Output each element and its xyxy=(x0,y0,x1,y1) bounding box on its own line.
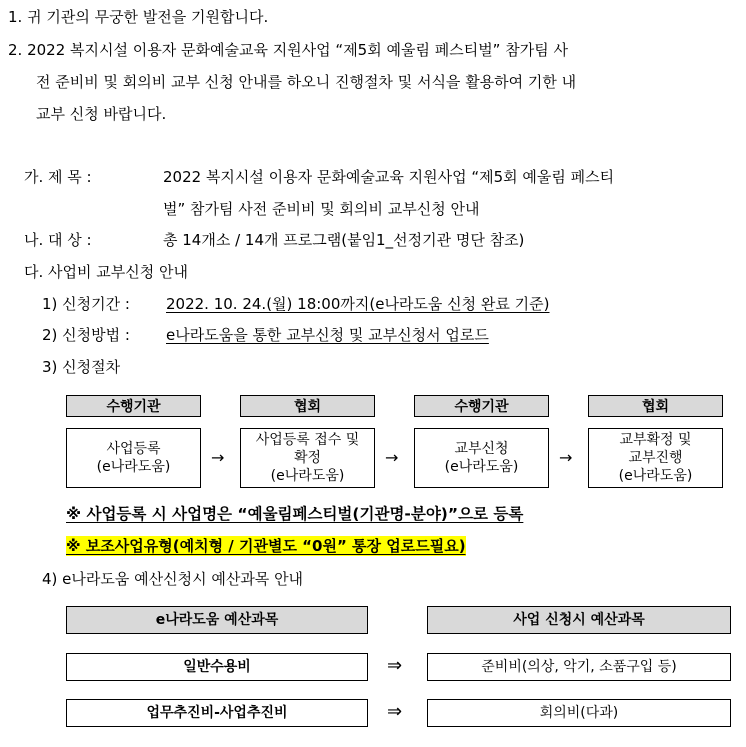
note-registration: ※ 사업등록 시 사업명은 “예울림페스티벌(기관명-분야)”으로 등록 xyxy=(66,505,524,523)
flow-step-3-line-1: 교부신청 xyxy=(454,441,509,457)
flow-step-2-header: 협회 xyxy=(240,395,375,417)
flow-step-2-box xyxy=(240,428,375,488)
subject-label: 가. 제 목 : xyxy=(24,168,92,186)
flow-step-3-box xyxy=(414,428,549,488)
flow-step-1-line-1: 사업등록 xyxy=(106,441,161,457)
flow-step-1-box xyxy=(66,428,201,488)
note-subsidy-type: ※ 보조사업유형(예치형 / 기관별도 “0원” 통장 업로드필요) xyxy=(66,537,466,555)
budget-left-header: e나라도움 예산과목 xyxy=(66,606,368,634)
subject-line-2: 벌” 참가팀 사전 준비비 및 회의비 교부신청 안내 xyxy=(163,200,480,218)
flow-arrow-3: → xyxy=(559,448,573,467)
item-1: 1. 귀 기관의 무궁한 발전을 기원합니다. xyxy=(8,8,269,26)
flow-step-4-line-3: (e나라도움) xyxy=(618,468,693,484)
method-label: 2) 신청방법 : xyxy=(42,326,130,344)
target-text: 총 14개소 / 14개 프로그램(붙임1_선정기관 명단 참조) xyxy=(163,231,525,249)
flow-step-3-line-2: (e나라도움) xyxy=(444,459,519,475)
flow-arrow-2: → xyxy=(385,448,399,467)
subject-line-1: 2022 복지시설 이용자 문화예술교육 지원사업 “제5회 예울림 페스티 xyxy=(163,168,615,186)
flow-step-2-line-3: (e나라도움) xyxy=(270,468,345,484)
item-2-line-1: 2. 2022 복지시설 이용자 문화예술교육 지원사업 “제5회 예울림 페스티벌” 참가팀 사 xyxy=(8,41,568,59)
flow-step-4-header: 협회 xyxy=(588,395,723,417)
target-label: 나. 대 상 : xyxy=(24,231,92,249)
flow-arrow-1: → xyxy=(211,448,225,467)
budget-row-2-right: 회의비(다과) xyxy=(427,699,731,727)
flow-step-3-header: 수행기관 xyxy=(414,395,549,417)
budget-row-2-left: 업무추진비-사업추진비 xyxy=(66,699,368,727)
method-value: e나라도움을 통한 교부신청 및 교부신청서 업로드 xyxy=(166,326,489,344)
flow-step-2-line-1: 사업등록 접수 및 xyxy=(255,432,360,448)
section-c-heading: 다. 사업비 교부신청 안내 xyxy=(24,263,188,281)
period-label: 1) 신청기간 : xyxy=(42,295,130,313)
procedure-label: 3) 신청절차 xyxy=(42,358,121,376)
flow-step-1-line-2: (e나라도움) xyxy=(96,459,171,475)
budget-row-1-left: 일반수용비 xyxy=(66,653,368,681)
flow-step-4-box xyxy=(588,428,723,488)
budget-row-1-right: 준비비(의상, 악기, 소품구입 등) xyxy=(427,653,731,681)
item-2-line-2: 전 준비비 및 회의비 교부 신청 안내를 하오니 진행절차 및 서식을 활용하여 기한 내 xyxy=(36,73,577,91)
flow-step-1-header: 수행기관 xyxy=(66,395,201,417)
item-2-line-3: 교부 신청 바랍니다. xyxy=(36,105,167,123)
budget-row-1-arrow: ⇒ xyxy=(387,655,403,676)
flow-step-2-line-2: 확정 xyxy=(293,450,322,466)
budget-right-header: 사업 신청시 예산과목 xyxy=(427,606,731,634)
flow-step-4-line-1: 교부확정 및 xyxy=(619,432,692,448)
period-value: 2022. 10. 24.(월) 18:00까지(e나라도움 신청 완료 기준) xyxy=(166,295,550,313)
budget-label: 4) e나라도움 예산신청시 예산과목 안내 xyxy=(42,570,304,588)
budget-row-2-arrow: ⇒ xyxy=(387,701,403,722)
flow-step-4-line-2: 교부진행 xyxy=(628,450,683,466)
